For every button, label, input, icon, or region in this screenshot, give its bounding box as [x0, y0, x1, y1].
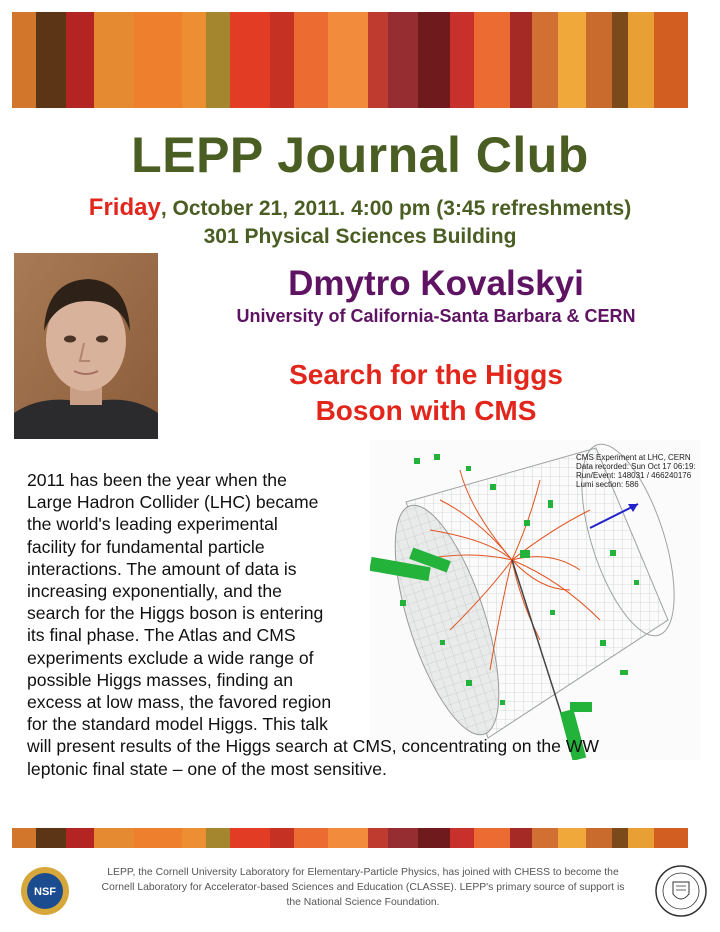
stripe-segment	[612, 828, 628, 848]
abstract-line: excess at low mass, the favored region	[27, 692, 332, 713]
stripe-segment	[450, 12, 474, 108]
speaker-photo	[14, 253, 158, 439]
talk-title-line-1: Search for the Higgs	[289, 359, 563, 390]
talk-title	[196, 357, 656, 429]
cornell-seal-icon	[654, 864, 708, 918]
stripe-segment	[206, 12, 230, 108]
abstract-line: search for the Higgs boson is entering	[27, 603, 324, 624]
speaker-name: Dmytro Kovalskyi	[288, 264, 584, 303]
footer-line-2: Cornell Laboratory for Accelerator-based Sciences and Education (CLASSE). LEPP's primary source of support is	[101, 882, 625, 893]
footer-note	[92, 865, 634, 910]
stripe-segment	[294, 12, 328, 108]
page-title: LEPP Journal Club	[131, 127, 589, 183]
event-caption-1: CMS Experiment at LHC, CERN	[576, 453, 691, 462]
stripe-segment	[388, 828, 418, 848]
event-caption-2: Data recorded: Sun Oct 17 06:19:	[576, 462, 696, 471]
stripe-segment	[586, 828, 612, 848]
stripe-segment	[66, 828, 94, 848]
top-stripe-banner	[12, 12, 708, 108]
abstract-line: facility for fundamental particle	[27, 536, 265, 557]
event-datetime: , October 21, 2011. 4:00 pm (3:45 refreshments)	[160, 197, 632, 220]
stripe-segment	[612, 12, 628, 108]
stripe-segment	[628, 12, 654, 108]
abstract-line: its final phase. The Atlas and CMS	[27, 625, 296, 646]
abstract-line: will present results of the Higgs search at CMS, concentrating on the WW	[27, 736, 600, 757]
stripe-segment	[418, 12, 450, 108]
talk-abstract	[27, 469, 599, 780]
stripe-segment	[230, 828, 270, 848]
abstract-line: possible Higgs masses, finding an	[27, 669, 294, 690]
stripe-segment	[474, 12, 510, 108]
stripe-segment	[230, 12, 270, 108]
abstract-line: the world's leading experimental	[27, 514, 278, 535]
event-day: Friday	[88, 194, 161, 221]
stripe-segment	[206, 828, 230, 848]
abstract-line: 2011 has been the year when the	[27, 470, 287, 490]
stripe-segment	[532, 12, 558, 108]
stripe-segment	[510, 828, 532, 848]
stripe-segment	[328, 828, 368, 848]
stripe-segment	[94, 12, 134, 108]
stripe-segment	[134, 12, 182, 108]
stripe-segment	[270, 828, 294, 848]
stripe-segment	[36, 12, 66, 108]
abstract-line: Large Hadron Collider (LHC) became	[27, 492, 319, 513]
stripe-segment	[510, 12, 532, 108]
stripe-segment	[388, 12, 418, 108]
stripe-segment	[12, 12, 36, 108]
stripe-segment	[474, 828, 510, 848]
stripe-segment	[532, 828, 558, 848]
nsf-logo-icon	[20, 866, 70, 916]
footer-line-3: the National Science Foundation.	[286, 897, 440, 908]
event-caption-4: Lumi section: 586	[576, 480, 639, 489]
event-caption-3: Run/Event: 148031 / 466240176	[576, 471, 692, 480]
abstract-line: for the standard model Higgs. This talk	[27, 714, 328, 735]
bottom-stripe-banner	[12, 828, 708, 848]
nsf-logo-text: NSF	[34, 886, 56, 898]
stripe-segment	[654, 12, 688, 108]
abstract-line: leptonic final state – one of the most sensitive.	[27, 758, 387, 779]
stripe-segment	[182, 12, 206, 108]
speaker-portrait-image	[14, 253, 158, 439]
date-line	[0, 194, 720, 222]
stripe-segment	[418, 828, 450, 848]
stripe-segment	[558, 828, 586, 848]
abstract-line: increasing exponentially, and the	[27, 581, 282, 602]
stripe-segment	[628, 828, 654, 848]
stripe-segment	[36, 828, 66, 848]
stripe-segment	[12, 828, 36, 848]
stripe-segment	[654, 828, 688, 848]
stripe-segment	[134, 828, 182, 848]
stripe-segment	[182, 828, 206, 848]
stripe-segment	[270, 12, 294, 108]
footer-line-1: LEPP, the Cornell University Laboratory for Elementary-Particle Physics, has joined with CHESS to become the	[107, 867, 619, 878]
cornell-seal	[654, 864, 708, 918]
event-venue: 301 Physical Sciences Building	[203, 225, 517, 248]
talk-title-line-2: Boson with CMS	[315, 395, 537, 426]
abstract-line: experiments exclude a wide range of	[27, 647, 314, 668]
nsf-logo	[20, 866, 70, 916]
stripe-segment	[450, 828, 474, 848]
stripe-segment	[368, 828, 388, 848]
speaker-affiliation: University of California-Santa Barbara & CERN	[236, 306, 636, 326]
stripe-segment	[368, 12, 388, 108]
abstract-line: interactions. The amount of data is	[27, 558, 297, 579]
stripe-segment	[328, 12, 368, 108]
stripe-segment	[94, 828, 134, 848]
stripe-segment	[294, 828, 328, 848]
stripe-segment	[558, 12, 586, 108]
stripe-segment	[586, 12, 612, 108]
stripe-segment	[66, 12, 94, 108]
